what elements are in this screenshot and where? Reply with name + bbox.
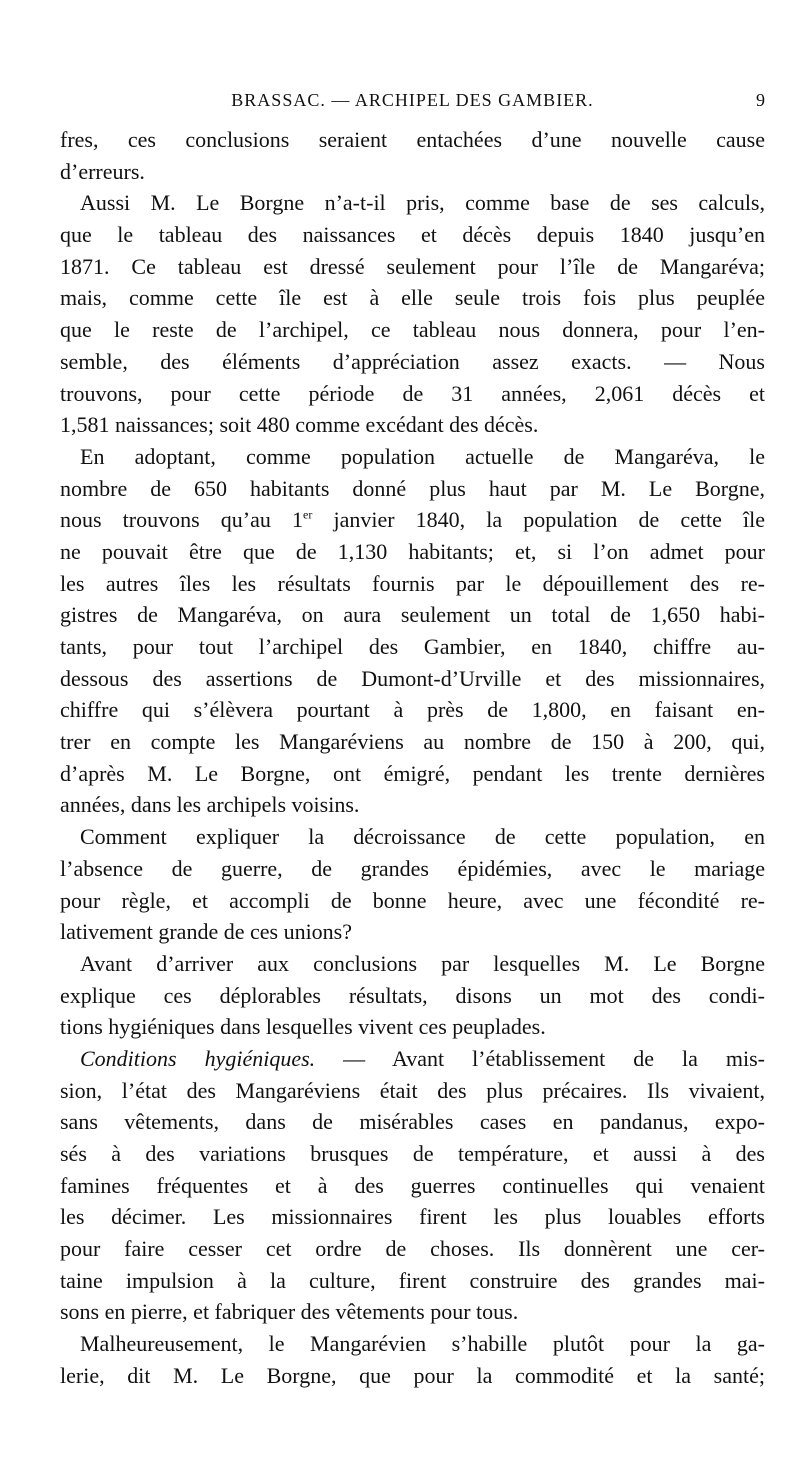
paragraph-start-line: En adoptant, comme population actuelle de Mangaréva, le bbox=[80, 443, 765, 469]
text-line: d’après M. Le Borgne, ont émigré, pendant les trente dernières bbox=[60, 760, 765, 786]
text-line: les autres îles les résultats fournis par le dépouillement des re- bbox=[60, 570, 765, 596]
paragraph-start-line: Aussi M. Le Borgne n’a-t-il pris, comme base de ses calculs, bbox=[80, 190, 765, 216]
text-line: taine impulsion à la culture, firent construire des grandes mai- bbox=[60, 1267, 765, 1293]
section-heading: Conditions hygiéniques. bbox=[80, 1045, 316, 1071]
page-header bbox=[60, 86, 765, 116]
text-line: trer en compte les Mangaréviens au nombre de 150 à 200, qui, bbox=[60, 729, 765, 755]
text-line: 1871. Ce tableau est dressé seulement pour l’île de Mangaréva; bbox=[60, 253, 765, 279]
text-fragment: janvier 1840, la population de cette île bbox=[312, 507, 765, 533]
running-head: BRASSAC. — ARCHIPEL DES GAMBIER. bbox=[231, 90, 594, 110]
text-line: explique ces déplorables résultats, disons un mot des condi- bbox=[60, 982, 765, 1008]
text-line: années, dans les archipels voisins. bbox=[60, 792, 360, 818]
text-line: mais, comme cette île est à elle seule trois fois plus peuplée bbox=[60, 285, 765, 311]
page-number: 9 bbox=[756, 90, 765, 110]
paragraph-start-line: Comment expliquer la décroissance de cette population, en bbox=[80, 824, 765, 850]
text-line: pour faire cesser cet ordre de choses. Ils donnèrent une cer- bbox=[60, 1236, 765, 1262]
text-line: d’erreurs. bbox=[60, 158, 145, 184]
text-line: famines fréquentes et à des guerres continuelles qui venaient bbox=[60, 1172, 765, 1198]
text-line: nombre de 650 habitants donné plus haut par M. Le Borgne, bbox=[60, 475, 765, 501]
text-line: sés à des variations brusques de température, et aussi à des bbox=[60, 1141, 765, 1166]
text-fragment: nous trouvons qu’au 1 bbox=[60, 507, 304, 533]
text-line: sans vêtements, dans de misérables cases en pandanus, expo- bbox=[60, 1109, 765, 1135]
text-line: pour règle, et accompli de bonne heure, avec une fécondité re- bbox=[60, 887, 765, 913]
superscript: er bbox=[303, 507, 313, 522]
text-line: tants, pour tout l’archipel des Gambier, en 1840, chiffre au- bbox=[60, 634, 765, 659]
text-line: l’absence de guerre, de grandes épidémies, avec le mariage bbox=[60, 855, 765, 881]
paragraph-start-line: Malheureusement, le Mangarévien s’habille plutôt pour la ga- bbox=[80, 1331, 765, 1357]
paragraph-start-line: Avant d’arriver aux conclusions par lesquelles M. Le Borgne bbox=[80, 950, 765, 976]
text-line: que le tableau des naissances et décès depuis 1840 jusqu’en bbox=[60, 222, 765, 248]
paragraph-start-line bbox=[60, 1043, 765, 1075]
text-line: tions hygiéniques dans lesquelles vivent ces peuplades. bbox=[60, 1014, 546, 1040]
text-line: semble, des éléments d’appréciation assez exacts. — Nous bbox=[60, 348, 765, 374]
body-text bbox=[60, 124, 765, 1392]
text-line: que le reste de l’archipel, ce tableau nous donnera, pour l’en- bbox=[60, 317, 765, 343]
text-line: ne pouvait être que de 1,130 habitants; et, si l’on admet pour bbox=[60, 538, 765, 564]
text-line: lativement grande de ces unions? bbox=[60, 919, 353, 945]
text-line: sion, l’état des Mangaréviens était des plus précaires. Ils vivaient, bbox=[60, 1077, 765, 1103]
text-line: fres, ces conclusions seraient entachées d’une nouvelle cause bbox=[60, 127, 765, 152]
text-fragment: — Avant l’établissement de la mis- bbox=[315, 1045, 765, 1071]
text-line bbox=[60, 504, 765, 536]
text-line: 1,581 naissances; soit 480 comme excédant des décès. bbox=[60, 412, 539, 438]
text-line: sons en pierre, et fabriquer des vêtements pour tous. bbox=[60, 1299, 519, 1325]
text-line: chiffre qui s’élèvera pourtant à près de 1,800, en faisant en- bbox=[60, 697, 765, 723]
text-line: les décimer. Les missionnaires firent les plus louables efforts bbox=[60, 1204, 765, 1230]
text-line: trouvons, pour cette période de 31 années, 2,061 décès et bbox=[60, 380, 765, 406]
text-line: dessous des assertions de Dumont-d’Urville et des missionnaires, bbox=[60, 665, 765, 691]
text-line: gistres de Mangaréva, on aura seulement un total de 1,650 habi- bbox=[60, 602, 765, 628]
text-line: lerie, dit M. Le Borgne, que pour la commodité et la santé; bbox=[60, 1362, 765, 1388]
